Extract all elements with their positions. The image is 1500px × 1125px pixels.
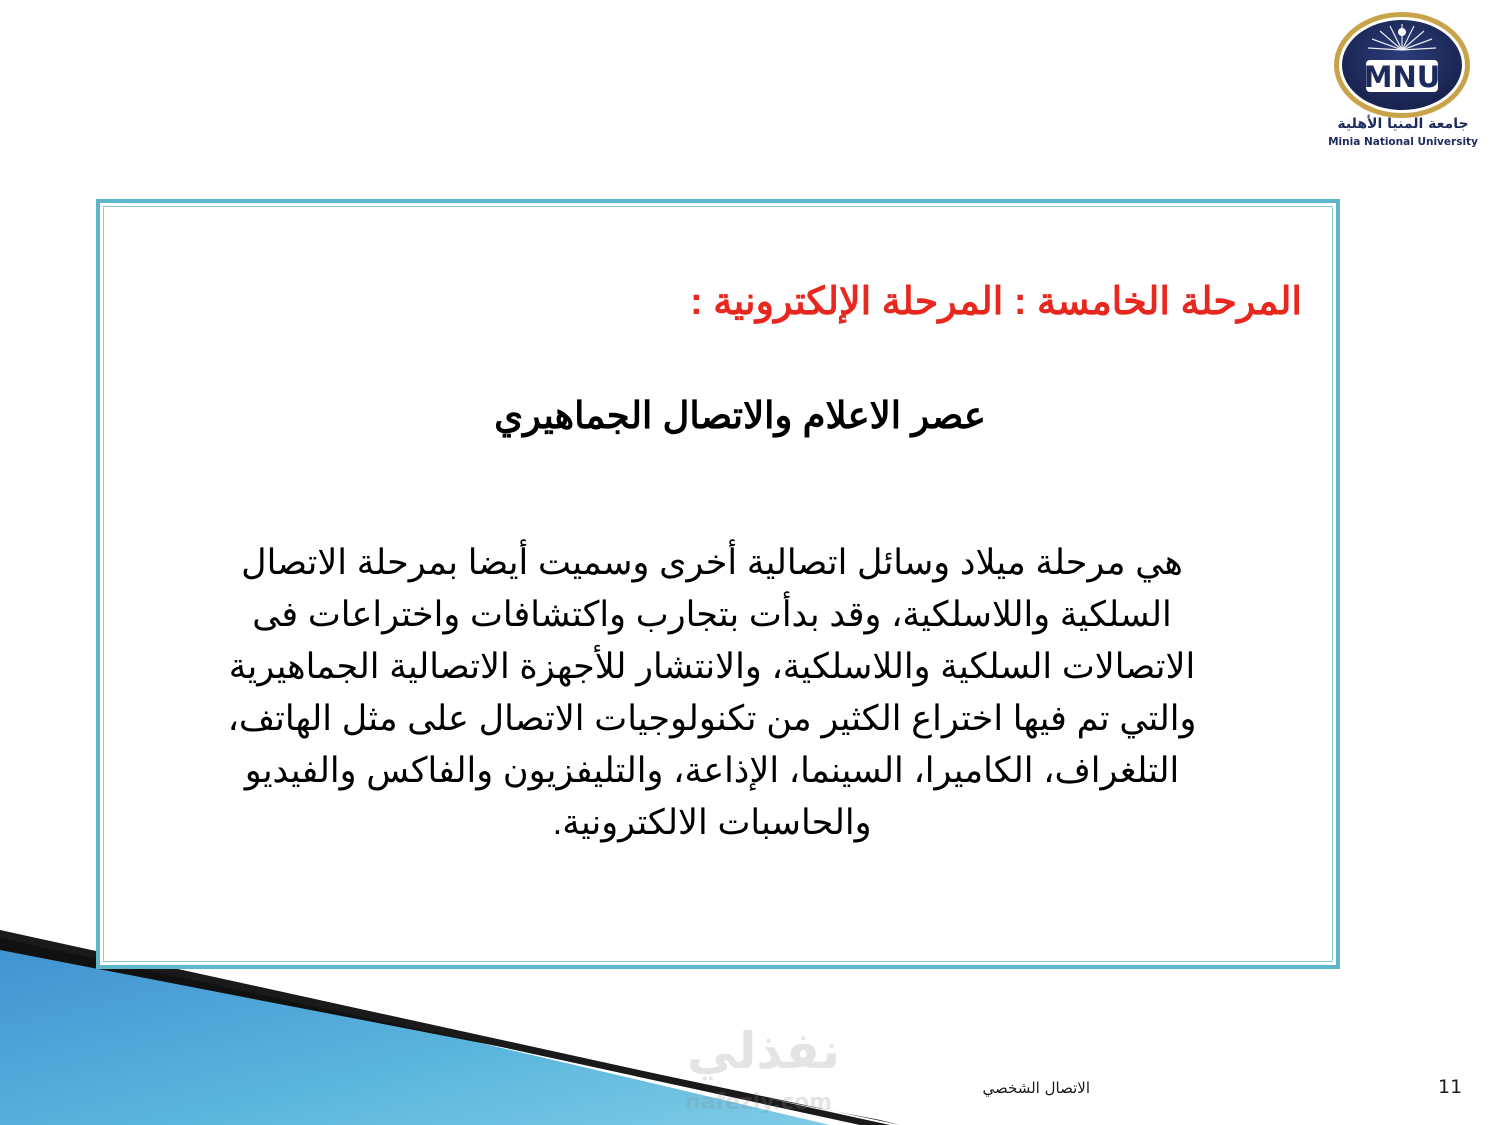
body-line: التلغراف، الكاميرا، السينما، الإذاعة، والتليفزيون والفاكس والفيديو <box>244 751 1180 790</box>
body-line: السلكية واللاسلكية، وقد بدأت بتجارب واكتشافات واختراعات فى <box>252 595 1172 634</box>
logo-emblem-text: MNU <box>1363 60 1441 94</box>
body-line: هي مرحلة ميلاد وسائل اتصالية أخرى وسميت أيضا بمرحلة الاتصال <box>241 543 1183 582</box>
slide-subheading <box>100 394 1336 437</box>
body-line: والحاسبات الالكترونية. <box>552 803 872 842</box>
logo-arabic-name: جامعة المنيا الأهلية <box>1337 116 1469 132</box>
body-line: الاتصالات السلكية واللاسلكية، والانتشار للأجهزة الاتصالية الجماهيرية <box>228 647 1196 686</box>
logo-emblem-icon <box>1332 10 1472 120</box>
body-line: والتي تم فيها اختراع الكثير من تكنولوجيات الاتصال على مثل الهاتف، <box>227 699 1197 738</box>
content-frame <box>96 199 1340 969</box>
watermark-arabic-text: نفذلي <box>686 1022 840 1080</box>
university-logo <box>1318 10 1488 155</box>
watermark-latin-text: nafezly.com <box>684 1090 832 1115</box>
slide-number: 11 <box>1438 1076 1463 1098</box>
slide-subheading-text: عصر الاعلام والاتصال الجماهيري <box>494 395 986 436</box>
footer-title: الاتصال الشخصي <box>982 1079 1090 1097</box>
slide-body-text <box>128 537 1296 849</box>
logo-english-name: Minia National University <box>1328 136 1478 148</box>
watermark <box>650 1022 850 1122</box>
slide-heading: المرحلة الخامسة : المرحلة الإلكترونية : <box>690 281 1302 323</box>
